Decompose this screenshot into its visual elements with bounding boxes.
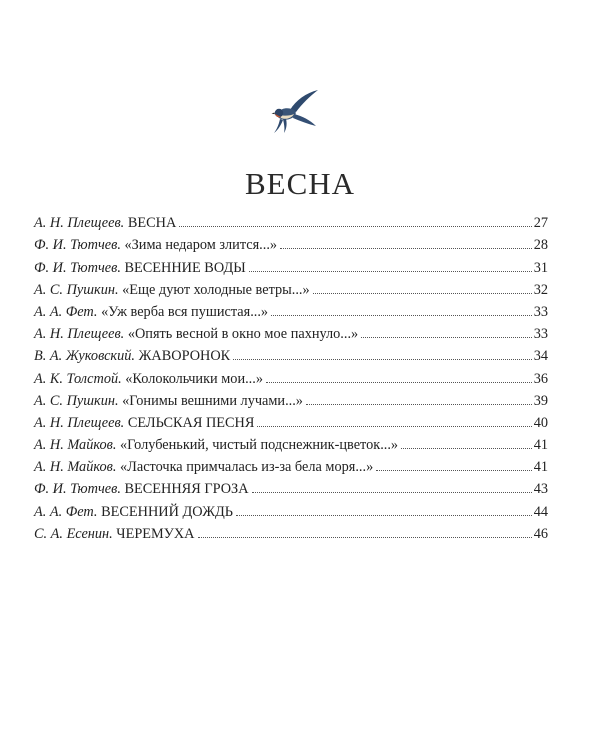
entry-title: «Гонимы вешними лучами...»: [122, 392, 303, 409]
entry-author: А. С. Пушкин.: [34, 392, 119, 409]
entry-page-number: 34: [533, 348, 548, 365]
leader-dots: [266, 381, 532, 383]
toc-entry: [34, 498, 548, 520]
section-title: ВЕСНА: [244, 166, 356, 201]
entry-page-number: 27: [533, 215, 548, 232]
leader-dots: [252, 491, 532, 493]
toc-entry: [34, 343, 548, 365]
entry-title: «Еще дуют холодные ветры...»: [122, 281, 310, 298]
entry-title: «Голубенький, чистый подснежник-цветок...»: [120, 437, 399, 454]
entry-page-number: 33: [533, 326, 548, 343]
entry-title: «Уж верба вся пушистая...»: [101, 303, 269, 320]
leader-dots: [236, 514, 532, 516]
entry-title: ВЕСЕННЯЯ ГРОЗА: [124, 481, 249, 498]
entry-author: А. Н. Майков.: [34, 437, 117, 454]
entry-title: СЕЛЬСКАЯ ПЕСНЯ: [127, 414, 255, 431]
entry-title: «Зима недаром злится...»: [124, 237, 278, 254]
leader-dots: [198, 536, 532, 538]
leader-dots: [257, 425, 531, 427]
leader-dots: [306, 403, 532, 405]
toc-entry: [34, 454, 548, 476]
entry-page-number: 32: [533, 281, 548, 298]
leader-dots: [361, 336, 532, 338]
entry-title: ВЕСЕННИЙ ДОЖДЬ: [101, 503, 233, 520]
table-of-contents: [34, 210, 548, 543]
toc-entry: [34, 410, 548, 432]
entry-author: А. Н. Плещеев.: [34, 215, 125, 232]
toc-entry: [34, 277, 548, 299]
entry-author: В. А. Жуковский.: [34, 348, 135, 365]
entry-title: ЧЕРЕМУХА: [116, 525, 195, 542]
entry-page-number: 40: [533, 414, 548, 431]
entry-title: «Опять весной в окно мое пахнуло...»: [127, 326, 359, 343]
toc-entry: [34, 365, 548, 387]
entry-page-number: 44: [533, 503, 548, 520]
entry-title: «Колокольчики мои...»: [125, 370, 263, 387]
toc-entry: [34, 432, 548, 454]
entry-author: А. Н. Майков.: [34, 459, 117, 476]
leader-dots: [313, 292, 532, 294]
entry-page-number: 39: [533, 392, 548, 409]
toc-entry: [34, 232, 548, 254]
toc-entry: [34, 521, 548, 543]
leader-dots: [179, 225, 531, 227]
swallow-icon: [268, 88, 320, 134]
entry-page-number: 31: [533, 259, 548, 276]
entry-author: С. А. Есенин.: [34, 525, 113, 542]
leader-dots: [376, 469, 531, 471]
entry-author: А. А. Фет.: [34, 303, 98, 320]
toc-entry: [34, 388, 548, 410]
toc-entry: [34, 299, 548, 321]
toc-entry: [34, 254, 548, 276]
leader-dots: [271, 314, 532, 316]
toc-entry: [34, 476, 548, 498]
entry-title: ЖАВОРОНОК: [138, 348, 231, 365]
leader-dots: [280, 247, 532, 249]
entry-page-number: 41: [533, 437, 548, 454]
entry-page-number: 46: [533, 525, 548, 542]
entry-author: Ф. И. Тютчев.: [34, 237, 121, 254]
entry-title: ВЕСЕННИЕ ВОДЫ: [124, 259, 246, 276]
entry-author: Ф. И. Тютчев.: [34, 259, 121, 276]
entry-author: А. К. Толстой.: [34, 370, 122, 387]
entry-author: А. А. Фет.: [34, 503, 98, 520]
toc-entry: [34, 210, 548, 232]
entry-page-number: 36: [533, 370, 548, 387]
entry-author: Ф. И. Тютчев.: [34, 481, 121, 498]
leader-dots: [233, 358, 531, 360]
leader-dots: [249, 270, 532, 272]
entry-author: А. Н. Плещеев.: [34, 414, 125, 431]
toc-entry: [34, 321, 548, 343]
leader-dots: [401, 447, 532, 449]
entry-page-number: 41: [533, 459, 548, 476]
entry-page-number: 33: [533, 303, 548, 320]
entry-page-number: 43: [533, 481, 548, 498]
entry-title: «Ласточка примчалась из-за бела моря...»: [120, 459, 374, 476]
entry-author: А. С. Пушкин.: [34, 281, 119, 298]
entry-title: ВЕСНА: [127, 215, 177, 232]
entry-page-number: 28: [533, 237, 548, 254]
entry-author: А. Н. Плещеев.: [34, 326, 125, 343]
